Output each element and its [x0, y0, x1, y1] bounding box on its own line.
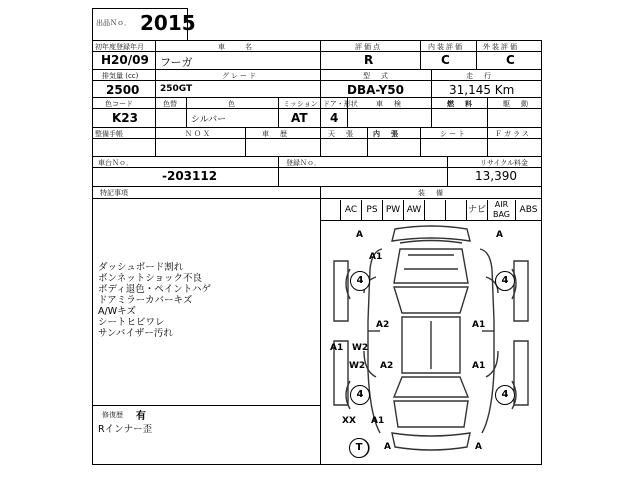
lot-number-label: 出品Ｎｏ．	[96, 19, 131, 27]
grade-value: 250GT	[160, 84, 193, 94]
tire-rear-right: 4	[495, 385, 515, 405]
car-name-value: フーガ	[160, 56, 193, 69]
displacement-label: 排気量 (cc)	[102, 72, 139, 80]
tire-rear-left: 4	[350, 385, 370, 405]
mark-trunk-xx: XX	[342, 416, 356, 426]
interior-trim-label: 内 張	[373, 130, 400, 138]
equipment-label: 装 備	[418, 189, 445, 197]
mark-front-left: A	[356, 230, 363, 240]
mark-left-side: A1	[330, 343, 344, 353]
equipment-ac: AC	[341, 200, 362, 220]
maintenance-book-label: 整備手帳	[95, 130, 123, 138]
color-label: 色	[228, 100, 237, 108]
headliner-label: 天 張	[328, 130, 355, 138]
score-value: R	[364, 53, 374, 67]
inspection-label: 車 検	[376, 100, 403, 108]
note-line: サンバイザー汚れ	[98, 328, 173, 339]
note-line: ボンネットショック不良	[98, 273, 203, 284]
note-line: ボディ退色・ペイントハゲ	[98, 284, 212, 295]
note-line: ドアミラーカバーキズ	[98, 295, 193, 306]
chassis-number-label: 車台Ｎｏ．	[98, 159, 133, 167]
note-line: シートヒビワレ	[98, 317, 165, 328]
nox-label: ＮＯＸ	[185, 130, 212, 138]
vehicle-history-label: 車 歴	[262, 130, 289, 138]
lot-number-value: 2015	[140, 11, 196, 35]
transmission-label: ミッション	[283, 100, 318, 108]
equipment-aw: AW	[404, 200, 425, 220]
mark-trunk-a1: A1	[371, 416, 385, 426]
equipment-airbag: AIR BAG	[488, 200, 516, 220]
repair-history-label: 修復歴	[102, 411, 123, 419]
tire-front-left: 4	[350, 271, 370, 291]
registration-number-label: 登録Ｎｏ．	[286, 159, 321, 167]
first-registration-value: H20/09	[101, 53, 149, 67]
grade-label: グレード	[222, 72, 258, 80]
interior-grade-label: 内装評価	[428, 43, 464, 51]
equipment-ps: PS	[362, 200, 383, 220]
recycle-fee-value: 13,390	[475, 169, 517, 183]
model-code-value: DBA-Y50	[347, 83, 404, 97]
score-label: 評価点	[355, 43, 382, 51]
chassis-number-value: -203112	[162, 169, 218, 183]
displacement-value: 2500	[106, 83, 140, 97]
repair-history-detail: Rインナー歪	[98, 424, 153, 435]
repair-history-value: 有	[136, 411, 146, 422]
color-value: シルバー	[191, 115, 227, 125]
exterior-grade-value: C	[506, 53, 515, 67]
color-change-label: 色替	[163, 100, 177, 108]
equipment-blank-2	[446, 200, 467, 220]
model-code-label: 型 式	[363, 72, 390, 80]
exterior-grade-label: 外装評価	[483, 43, 519, 51]
recycle-fee-label: リサイクル料金	[480, 159, 529, 167]
mileage-label: 走 行	[466, 72, 493, 80]
mark-rear-bumper-left: A	[384, 442, 391, 452]
first-registration-label: 初年度登録年月	[95, 43, 144, 51]
note-line: A/Wキズ	[98, 306, 136, 317]
mark-left-front-door: A2	[376, 320, 390, 330]
seat-label: シート	[440, 130, 467, 138]
transmission-value: AT	[291, 111, 308, 125]
notes-label: 特記事項	[100, 189, 128, 197]
mark-right-rear-door: A1	[472, 361, 486, 371]
mark-front-right: A	[496, 230, 503, 240]
interior-grade-value: C	[441, 53, 450, 67]
note-line: ダッシュボード割れ	[98, 262, 184, 273]
doors-value: 4	[330, 111, 339, 125]
mark-left-rear-door: A2	[380, 361, 394, 371]
mark-hood: A1	[369, 252, 383, 262]
equipment-blank-1	[425, 200, 446, 220]
equipment-pw: PW	[383, 200, 404, 220]
car-name-label: 車 名	[218, 43, 254, 51]
mileage-value: 31,145 Km	[449, 83, 515, 97]
spare-tire: T	[349, 438, 369, 458]
color-code-label: 色コード	[105, 100, 133, 108]
front-glass-label: Ｆガラス	[495, 130, 531, 138]
mark-rear-bumper-right: A	[475, 442, 482, 452]
color-code-value: K23	[112, 111, 138, 125]
mark-right-front-door: A1	[472, 320, 486, 330]
equipment-abs: ABS	[519, 205, 538, 215]
equipment-navi: ナビ	[467, 200, 488, 220]
tire-front-right: 4	[495, 271, 515, 291]
fuel-label: 燃 料	[447, 100, 474, 108]
drive-label: 駆 動	[503, 100, 530, 108]
doors-label: ドア・形状	[323, 100, 358, 108]
mark-left-rear-glass: W2	[349, 361, 366, 371]
mark-left-glass: W2	[352, 343, 369, 353]
